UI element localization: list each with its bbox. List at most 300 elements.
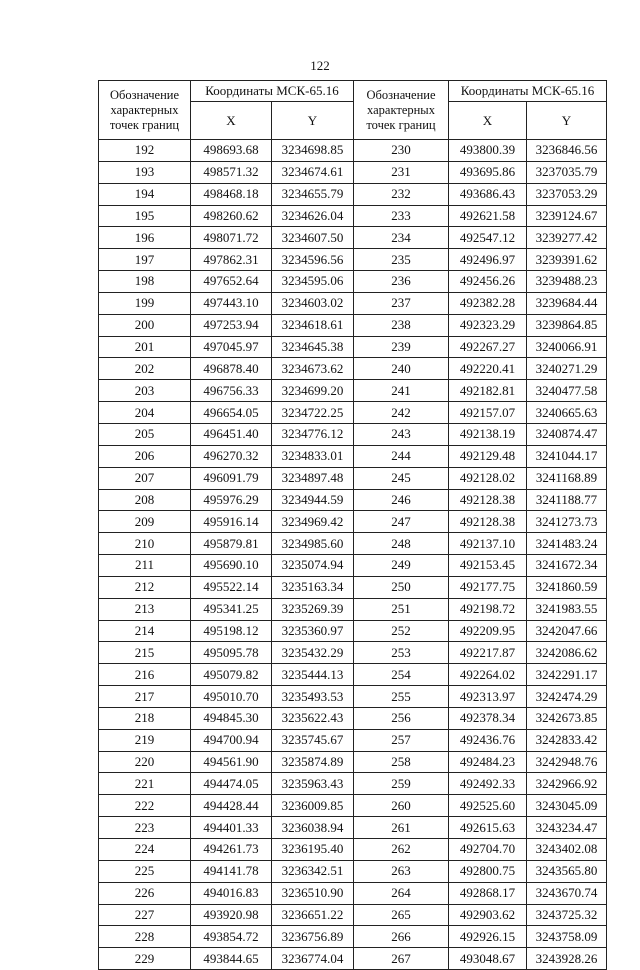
y-coordinate-cell: 3243725.32 — [527, 904, 607, 926]
table-row — [99, 664, 354, 686]
point-number-cell: 224 — [99, 839, 191, 861]
y-coordinate-cell: 3243928.26 — [527, 948, 607, 970]
table-row — [99, 686, 354, 708]
x-coordinate-cell: 492157.07 — [449, 402, 527, 424]
point-number-cell: 235 — [354, 249, 449, 271]
point-number-cell: 267 — [354, 948, 449, 970]
x-coordinate-cell: 492177.75 — [449, 576, 527, 598]
y-coordinate-cell: 3236009.85 — [272, 795, 354, 817]
point-number-cell: 199 — [99, 292, 191, 314]
point-number-cell: 194 — [99, 183, 191, 205]
x-coordinate-cell: 493800.39 — [449, 140, 527, 162]
table-row — [99, 926, 354, 948]
point-number-cell: 259 — [354, 773, 449, 795]
x-coordinate-cell: 492547.12 — [449, 227, 527, 249]
x-coordinate-cell: 497862.31 — [191, 249, 272, 271]
table-row — [354, 467, 607, 489]
point-number-cell: 225 — [99, 860, 191, 882]
table-row — [354, 227, 607, 249]
x-coordinate-cell: 498693.68 — [191, 140, 272, 162]
point-number-cell: 229 — [99, 948, 191, 970]
point-number-cell: 205 — [99, 423, 191, 445]
y-coordinate-cell: 3242047.66 — [527, 620, 607, 642]
table-row — [354, 423, 607, 445]
x-coordinate-cell: 492313.97 — [449, 686, 527, 708]
y-coordinate-cell: 3236756.89 — [272, 926, 354, 948]
table-row — [354, 336, 607, 358]
x-coordinate-cell: 494845.30 — [191, 707, 272, 729]
y-coordinate-cell: 3240477.58 — [527, 380, 607, 402]
table-row — [99, 576, 354, 598]
table-row — [99, 904, 354, 926]
point-number-cell: 228 — [99, 926, 191, 948]
point-number-cell: 207 — [99, 467, 191, 489]
point-number-cell: 193 — [99, 161, 191, 183]
point-number-cell: 249 — [354, 555, 449, 577]
point-number-cell: 246 — [354, 489, 449, 511]
y-coordinate-cell: 3234618.61 — [272, 314, 354, 336]
x-coordinate-cell: 495198.12 — [191, 620, 272, 642]
point-number-cell: 242 — [354, 402, 449, 424]
x-coordinate-cell: 492138.19 — [449, 423, 527, 445]
y-coordinate-cell: 3242474.29 — [527, 686, 607, 708]
point-number-cell: 197 — [99, 249, 191, 271]
x-coordinate-cell: 492153.45 — [449, 555, 527, 577]
point-number-cell: 223 — [99, 817, 191, 839]
y-coordinate-cell: 3241860.59 — [527, 576, 607, 598]
y-coordinate-cell: 3239277.42 — [527, 227, 607, 249]
y-coordinate-cell: 3241672.34 — [527, 555, 607, 577]
y-coordinate-cell: 3239391.62 — [527, 249, 607, 271]
table-row — [99, 467, 354, 489]
y-coordinate-cell: 3234645.38 — [272, 336, 354, 358]
x-coordinate-cell: 493048.67 — [449, 948, 527, 970]
y-coordinate-cell: 3235360.97 — [272, 620, 354, 642]
x-coordinate-cell: 492436.76 — [449, 729, 527, 751]
x-coordinate-cell: 492128.38 — [449, 511, 527, 533]
point-number-cell: 206 — [99, 445, 191, 467]
point-number-cell: 221 — [99, 773, 191, 795]
y-coordinate-cell: 3235622.43 — [272, 707, 354, 729]
y-coordinate-cell: 3235074.94 — [272, 555, 354, 577]
y-coordinate-cell: 3240665.63 — [527, 402, 607, 424]
table-row — [99, 795, 354, 817]
x-coordinate-cell: 492382.28 — [449, 292, 527, 314]
point-number-cell: 255 — [354, 686, 449, 708]
coordinates-tables — [98, 80, 607, 970]
x-coordinate-cell: 492525.60 — [449, 795, 527, 817]
point-number-cell: 239 — [354, 336, 449, 358]
table-row — [354, 620, 607, 642]
y-coordinate-cell: 3235745.67 — [272, 729, 354, 751]
x-coordinate-cell: 492868.17 — [449, 882, 527, 904]
x-coordinate-cell: 492182.81 — [449, 380, 527, 402]
table-row — [354, 839, 607, 861]
table-row — [99, 292, 354, 314]
table-body-right — [354, 140, 607, 970]
x-coordinate-cell: 496756.33 — [191, 380, 272, 402]
point-number-cell: 201 — [99, 336, 191, 358]
table-row — [99, 445, 354, 467]
y-coordinate-cell: 3241983.55 — [527, 598, 607, 620]
point-number-cell: 215 — [99, 642, 191, 664]
point-number-cell: 257 — [354, 729, 449, 751]
point-number-cell: 226 — [99, 882, 191, 904]
table-row — [354, 249, 607, 271]
y-coordinate-cell: 3234655.79 — [272, 183, 354, 205]
point-number-cell: 252 — [354, 620, 449, 642]
point-number-cell: 263 — [354, 860, 449, 882]
y-header: Y — [272, 102, 354, 140]
table-row — [99, 336, 354, 358]
point-number-cell: 251 — [354, 598, 449, 620]
point-number-cell: 238 — [354, 314, 449, 336]
y-coordinate-cell: 3235444.13 — [272, 664, 354, 686]
x-coordinate-cell: 492264.02 — [449, 664, 527, 686]
y-coordinate-cell: 3243234.47 — [527, 817, 607, 839]
x-coordinate-cell: 492456.26 — [449, 271, 527, 293]
table-row — [354, 358, 607, 380]
x-coordinate-cell: 494561.90 — [191, 751, 272, 773]
x-header: X — [191, 102, 272, 140]
point-number-cell: 262 — [354, 839, 449, 861]
point-label-header: Обозначение характерных точек границ — [354, 81, 449, 140]
x-coordinate-cell: 495916.14 — [191, 511, 272, 533]
table-row — [99, 380, 354, 402]
point-number-cell: 256 — [354, 707, 449, 729]
table-row — [99, 358, 354, 380]
x-coordinate-cell: 492267.27 — [449, 336, 527, 358]
point-number-cell: 266 — [354, 926, 449, 948]
point-number-cell: 231 — [354, 161, 449, 183]
y-coordinate-cell: 3242291.17 — [527, 664, 607, 686]
table-row — [99, 205, 354, 227]
y-coordinate-cell: 3239124.67 — [527, 205, 607, 227]
y-coordinate-cell: 3234596.56 — [272, 249, 354, 271]
point-number-cell: 243 — [354, 423, 449, 445]
coordinates-table-right — [353, 80, 607, 970]
x-header: X — [449, 102, 527, 140]
x-coordinate-cell: 495976.29 — [191, 489, 272, 511]
y-coordinate-cell: 3241188.77 — [527, 489, 607, 511]
table-row — [99, 555, 354, 577]
point-number-cell: 237 — [354, 292, 449, 314]
y-coordinate-cell: 3237053.29 — [527, 183, 607, 205]
point-number-cell: 219 — [99, 729, 191, 751]
point-number-cell: 213 — [99, 598, 191, 620]
point-number-cell: 227 — [99, 904, 191, 926]
table-row — [99, 598, 354, 620]
y-coordinate-cell: 3234674.61 — [272, 161, 354, 183]
x-coordinate-cell: 496878.40 — [191, 358, 272, 380]
y-coordinate-cell: 3243045.09 — [527, 795, 607, 817]
table-row — [99, 402, 354, 424]
table-row — [354, 140, 607, 162]
table-row — [354, 205, 607, 227]
point-number-cell: 234 — [354, 227, 449, 249]
x-coordinate-cell: 492209.95 — [449, 620, 527, 642]
y-coordinate-cell: 3243565.80 — [527, 860, 607, 882]
table-row — [99, 423, 354, 445]
table-row — [354, 817, 607, 839]
table-row — [99, 817, 354, 839]
y-coordinate-cell: 3242833.42 — [527, 729, 607, 751]
table-row — [354, 642, 607, 664]
point-number-cell: 200 — [99, 314, 191, 336]
y-coordinate-cell: 3241044.17 — [527, 445, 607, 467]
y-coordinate-cell: 3234985.60 — [272, 533, 354, 555]
y-coordinate-cell: 3241273.73 — [527, 511, 607, 533]
point-number-cell: 198 — [99, 271, 191, 293]
x-coordinate-cell: 497253.94 — [191, 314, 272, 336]
x-coordinate-cell: 493686.43 — [449, 183, 527, 205]
point-number-cell: 233 — [354, 205, 449, 227]
y-coordinate-cell: 3239864.85 — [527, 314, 607, 336]
y-coordinate-cell: 3234673.62 — [272, 358, 354, 380]
y-coordinate-cell: 3234607.50 — [272, 227, 354, 249]
y-coordinate-cell: 3234776.12 — [272, 423, 354, 445]
point-number-cell: 245 — [354, 467, 449, 489]
x-coordinate-cell: 497652.64 — [191, 271, 272, 293]
y-coordinate-cell: 3243758.09 — [527, 926, 607, 948]
point-number-cell: 204 — [99, 402, 191, 424]
table-row — [99, 707, 354, 729]
x-coordinate-cell: 492704.70 — [449, 839, 527, 861]
table-row — [99, 948, 354, 970]
x-coordinate-cell: 492378.34 — [449, 707, 527, 729]
point-number-cell: 208 — [99, 489, 191, 511]
table-row — [354, 773, 607, 795]
x-coordinate-cell: 497443.10 — [191, 292, 272, 314]
y-coordinate-cell: 3242673.85 — [527, 707, 607, 729]
table-row — [354, 904, 607, 926]
x-coordinate-cell: 494428.44 — [191, 795, 272, 817]
point-number-cell: 253 — [354, 642, 449, 664]
table-row — [354, 533, 607, 555]
table-row — [354, 445, 607, 467]
x-coordinate-cell: 492323.29 — [449, 314, 527, 336]
table-row — [354, 751, 607, 773]
y-coordinate-cell: 3236195.40 — [272, 839, 354, 861]
x-coordinate-cell: 496091.79 — [191, 467, 272, 489]
point-number-cell: 196 — [99, 227, 191, 249]
x-coordinate-cell: 493844.65 — [191, 948, 272, 970]
x-coordinate-cell: 492484.23 — [449, 751, 527, 773]
y-coordinate-cell: 3243670.74 — [527, 882, 607, 904]
x-coordinate-cell: 492198.72 — [449, 598, 527, 620]
table-row — [99, 161, 354, 183]
table-row — [99, 751, 354, 773]
y-coordinate-cell: 3243402.08 — [527, 839, 607, 861]
x-coordinate-cell: 492903.62 — [449, 904, 527, 926]
table-row — [354, 555, 607, 577]
x-coordinate-cell: 492496.97 — [449, 249, 527, 271]
x-coordinate-cell: 497045.97 — [191, 336, 272, 358]
x-coordinate-cell: 494141.78 — [191, 860, 272, 882]
x-coordinate-cell: 495690.10 — [191, 555, 272, 577]
x-coordinate-cell: 492217.87 — [449, 642, 527, 664]
point-number-cell: 211 — [99, 555, 191, 577]
point-number-cell: 230 — [354, 140, 449, 162]
table-row — [99, 227, 354, 249]
x-coordinate-cell: 495079.82 — [191, 664, 272, 686]
table-row — [354, 598, 607, 620]
table-row — [99, 249, 354, 271]
y-coordinate-cell: 3242966.92 — [527, 773, 607, 795]
point-number-cell: 247 — [354, 511, 449, 533]
table-row — [354, 860, 607, 882]
point-number-cell: 209 — [99, 511, 191, 533]
table-row — [99, 183, 354, 205]
x-coordinate-cell: 495095.78 — [191, 642, 272, 664]
point-number-cell: 258 — [354, 751, 449, 773]
x-coordinate-cell: 498571.32 — [191, 161, 272, 183]
table-row — [99, 314, 354, 336]
point-number-cell: 203 — [99, 380, 191, 402]
table-row — [99, 271, 354, 293]
point-number-cell: 240 — [354, 358, 449, 380]
point-number-cell: 236 — [354, 271, 449, 293]
table-row — [354, 707, 607, 729]
coord-system-header: Координаты МСК-65.16 — [191, 81, 354, 102]
coordinates-table-left — [98, 80, 354, 970]
x-coordinate-cell: 492492.33 — [449, 773, 527, 795]
y-coordinate-cell: 3242948.76 — [527, 751, 607, 773]
table-row — [99, 729, 354, 751]
y-coordinate-cell: 3240066.91 — [527, 336, 607, 358]
coord-system-header: Координаты МСК-65.16 — [449, 81, 607, 102]
x-coordinate-cell: 493920.98 — [191, 904, 272, 926]
x-coordinate-cell: 498468.18 — [191, 183, 272, 205]
table-row — [354, 511, 607, 533]
point-number-cell: 218 — [99, 707, 191, 729]
x-coordinate-cell: 492137.10 — [449, 533, 527, 555]
x-coordinate-cell: 492220.41 — [449, 358, 527, 380]
x-coordinate-cell: 492129.48 — [449, 445, 527, 467]
y-coordinate-cell: 3236774.04 — [272, 948, 354, 970]
table-row — [99, 882, 354, 904]
table-row — [354, 271, 607, 293]
table-row — [99, 140, 354, 162]
y-coordinate-cell: 3236846.56 — [527, 140, 607, 162]
table-row — [354, 314, 607, 336]
y-coordinate-cell: 3240874.47 — [527, 423, 607, 445]
x-coordinate-cell: 495010.70 — [191, 686, 272, 708]
x-coordinate-cell: 494016.83 — [191, 882, 272, 904]
point-number-cell: 248 — [354, 533, 449, 555]
point-number-cell: 241 — [354, 380, 449, 402]
table-row — [99, 511, 354, 533]
table-row — [99, 642, 354, 664]
point-number-cell: 202 — [99, 358, 191, 380]
table-row — [99, 533, 354, 555]
point-number-cell: 254 — [354, 664, 449, 686]
y-coordinate-cell: 3235874.89 — [272, 751, 354, 773]
table-row — [99, 839, 354, 861]
point-number-cell: 217 — [99, 686, 191, 708]
x-coordinate-cell: 496654.05 — [191, 402, 272, 424]
y-coordinate-cell: 3234897.48 — [272, 467, 354, 489]
y-coordinate-cell: 3235493.53 — [272, 686, 354, 708]
point-number-cell: 222 — [99, 795, 191, 817]
point-number-cell: 210 — [99, 533, 191, 555]
point-number-cell: 212 — [99, 576, 191, 598]
point-number-cell: 261 — [354, 817, 449, 839]
x-coordinate-cell: 492615.63 — [449, 817, 527, 839]
y-header: Y — [527, 102, 607, 140]
x-coordinate-cell: 492621.58 — [449, 205, 527, 227]
x-coordinate-cell: 496270.32 — [191, 445, 272, 467]
x-coordinate-cell: 492926.15 — [449, 926, 527, 948]
y-coordinate-cell: 3234944.59 — [272, 489, 354, 511]
point-number-cell: 244 — [354, 445, 449, 467]
point-number-cell: 214 — [99, 620, 191, 642]
table-body-left — [99, 140, 354, 970]
table-row — [354, 926, 607, 948]
y-coordinate-cell: 3242086.62 — [527, 642, 607, 664]
y-coordinate-cell: 3235432.29 — [272, 642, 354, 664]
x-coordinate-cell: 494474.05 — [191, 773, 272, 795]
x-coordinate-cell: 493695.86 — [449, 161, 527, 183]
x-coordinate-cell: 492128.38 — [449, 489, 527, 511]
table-row — [99, 620, 354, 642]
y-coordinate-cell: 3236510.90 — [272, 882, 354, 904]
y-coordinate-cell: 3236651.22 — [272, 904, 354, 926]
x-coordinate-cell: 494401.33 — [191, 817, 272, 839]
table-row — [99, 773, 354, 795]
x-coordinate-cell: 496451.40 — [191, 423, 272, 445]
table-row — [354, 380, 607, 402]
table-row — [99, 489, 354, 511]
y-coordinate-cell: 3234699.20 — [272, 380, 354, 402]
table-row — [354, 292, 607, 314]
point-label-header: Обозначение характерных точек границ — [99, 81, 191, 140]
point-number-cell: 264 — [354, 882, 449, 904]
y-coordinate-cell: 3235963.43 — [272, 773, 354, 795]
table-row — [354, 795, 607, 817]
table-row — [354, 489, 607, 511]
y-coordinate-cell: 3235269.39 — [272, 598, 354, 620]
table-row — [354, 183, 607, 205]
x-coordinate-cell: 493854.72 — [191, 926, 272, 948]
y-coordinate-cell: 3234969.42 — [272, 511, 354, 533]
y-coordinate-cell: 3236038.94 — [272, 817, 354, 839]
y-coordinate-cell: 3237035.79 — [527, 161, 607, 183]
point-number-cell: 192 — [99, 140, 191, 162]
y-coordinate-cell: 3240271.29 — [527, 358, 607, 380]
x-coordinate-cell: 494261.73 — [191, 839, 272, 861]
x-coordinate-cell: 494700.94 — [191, 729, 272, 751]
x-coordinate-cell: 492800.75 — [449, 860, 527, 882]
table-row — [354, 576, 607, 598]
x-coordinate-cell: 498071.72 — [191, 227, 272, 249]
table-row — [354, 948, 607, 970]
y-coordinate-cell: 3235163.34 — [272, 576, 354, 598]
table-row — [99, 860, 354, 882]
y-coordinate-cell: 3239488.23 — [527, 271, 607, 293]
y-coordinate-cell: 3234626.04 — [272, 205, 354, 227]
table-row — [354, 402, 607, 424]
y-coordinate-cell: 3239684.44 — [527, 292, 607, 314]
x-coordinate-cell: 495522.14 — [191, 576, 272, 598]
point-number-cell: 216 — [99, 664, 191, 686]
y-coordinate-cell: 3234595.06 — [272, 271, 354, 293]
x-coordinate-cell: 492128.02 — [449, 467, 527, 489]
y-coordinate-cell: 3234722.25 — [272, 402, 354, 424]
point-number-cell: 195 — [99, 205, 191, 227]
y-coordinate-cell: 3234833.01 — [272, 445, 354, 467]
table-row — [354, 882, 607, 904]
